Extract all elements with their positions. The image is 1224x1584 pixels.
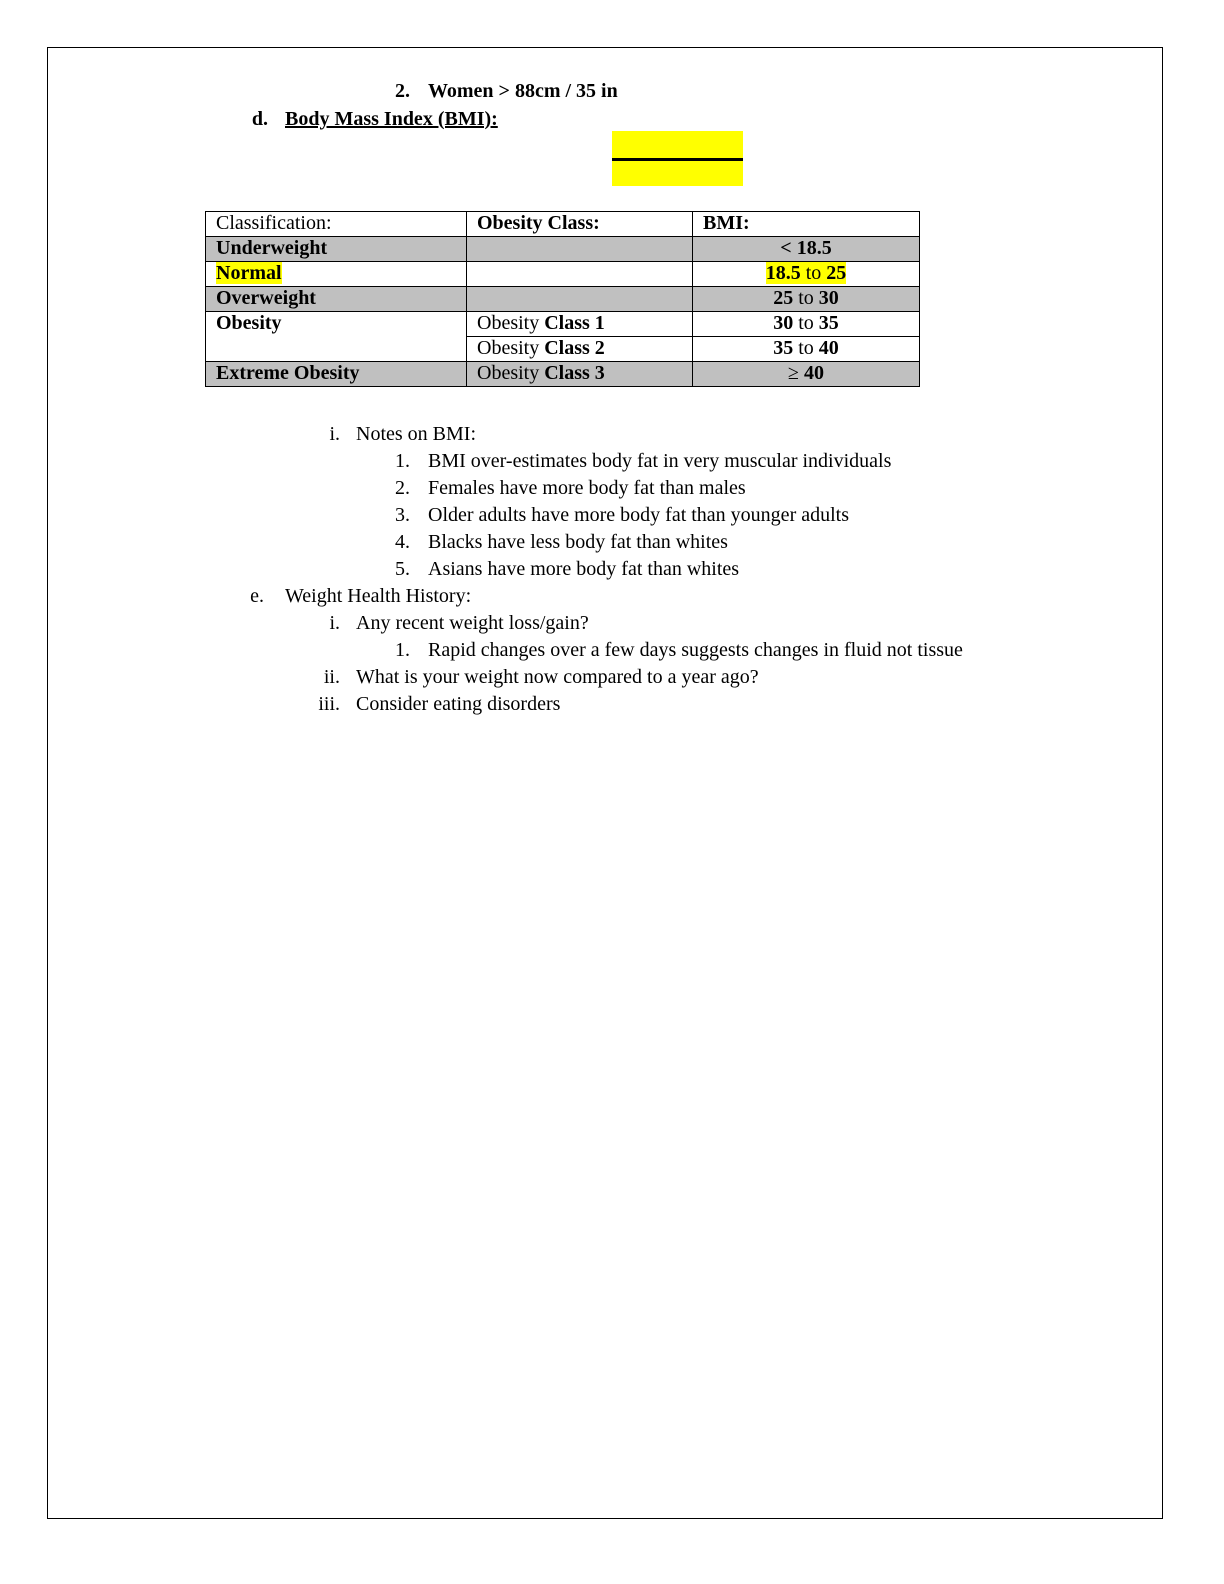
bmi-cell: ≥ 40: [693, 362, 920, 387]
women-number: 2.: [395, 80, 410, 102]
table-row-obesity-1: [206, 312, 920, 337]
bmi-cell: 18.5 to 25: [693, 262, 920, 287]
bmi-cell: < 18.5: [693, 237, 920, 262]
list-item-number: ii.: [323, 666, 340, 688]
bmi-cell: 30 to 35: [693, 312, 920, 337]
list-item: BMI over-estimates body fat in very muscular individuals: [428, 450, 892, 472]
obesity-class-cell: Obesity Class 1: [467, 312, 693, 337]
classification-cell: Overweight: [206, 287, 467, 312]
list-item-number: i.: [329, 612, 340, 634]
obesity-class-cell: [467, 287, 693, 312]
women-waist-text: Women > 88cm / 35 in: [428, 80, 618, 102]
table-row-normal: [206, 262, 920, 287]
table-row-extreme-obesity: [206, 362, 920, 387]
list-item: Older adults have more body fat than younger adults: [428, 504, 849, 526]
bmi-cell: 25 to 30: [693, 287, 920, 312]
table-row-overweight: [206, 287, 920, 312]
classification-cell: Extreme Obesity: [206, 362, 467, 387]
list-item: What is your weight now compared to a year ago?: [356, 666, 759, 688]
history-letter: e.: [250, 585, 264, 607]
list-item: Consider eating disorders: [356, 693, 561, 715]
bmi-heading: Body Mass Index (BMI):: [285, 108, 498, 130]
table-row-underweight: [206, 237, 920, 262]
obesity-class-cell: Obesity Class 3: [467, 362, 693, 387]
obesity-class-cell: Obesity Class 2: [467, 337, 693, 362]
bmi-table: [205, 211, 920, 387]
list-item: Blacks have less body fat than whites: [428, 531, 728, 553]
classification-cell: Obesity: [206, 312, 467, 362]
list-item: Asians have more body fat than whites: [428, 558, 740, 580]
classification-cell: [206, 262, 467, 287]
bmi-letter: d.: [251, 108, 268, 130]
header-obesity-class: Obesity Class:: [467, 212, 693, 237]
list-item-number: 3.: [395, 504, 410, 526]
list-item-number: 2.: [395, 477, 410, 499]
list-item-number: iii.: [318, 693, 340, 715]
list-item-number: 4.: [395, 531, 410, 553]
header-classification: Classification:: [206, 212, 467, 237]
list-item: Any recent weight loss/gain?: [356, 612, 589, 634]
list-item: Females have more body fat than males: [428, 477, 746, 499]
highlighted-blank: [612, 131, 743, 186]
classification-cell: Underweight: [206, 237, 467, 262]
list-item-number: 1.: [395, 639, 410, 661]
obesity-class-cell: [467, 237, 693, 262]
normal-label: Normal: [216, 262, 282, 284]
bmi-cell: 35 to 40: [693, 337, 920, 362]
obesity-class-cell: [467, 262, 693, 287]
blank-line: [612, 158, 743, 161]
notes-number: i.: [329, 423, 340, 445]
list-item-number: 5.: [395, 558, 410, 580]
list-item-number: 1.: [395, 450, 410, 472]
history-title: Weight Health History:: [285, 585, 472, 607]
list-item: Rapid changes over a few days suggests changes in fluid not tissue: [428, 639, 963, 661]
table-header-row: [206, 212, 920, 237]
header-bmi: BMI:: [693, 212, 920, 237]
notes-title: Notes on BMI:: [356, 423, 476, 445]
